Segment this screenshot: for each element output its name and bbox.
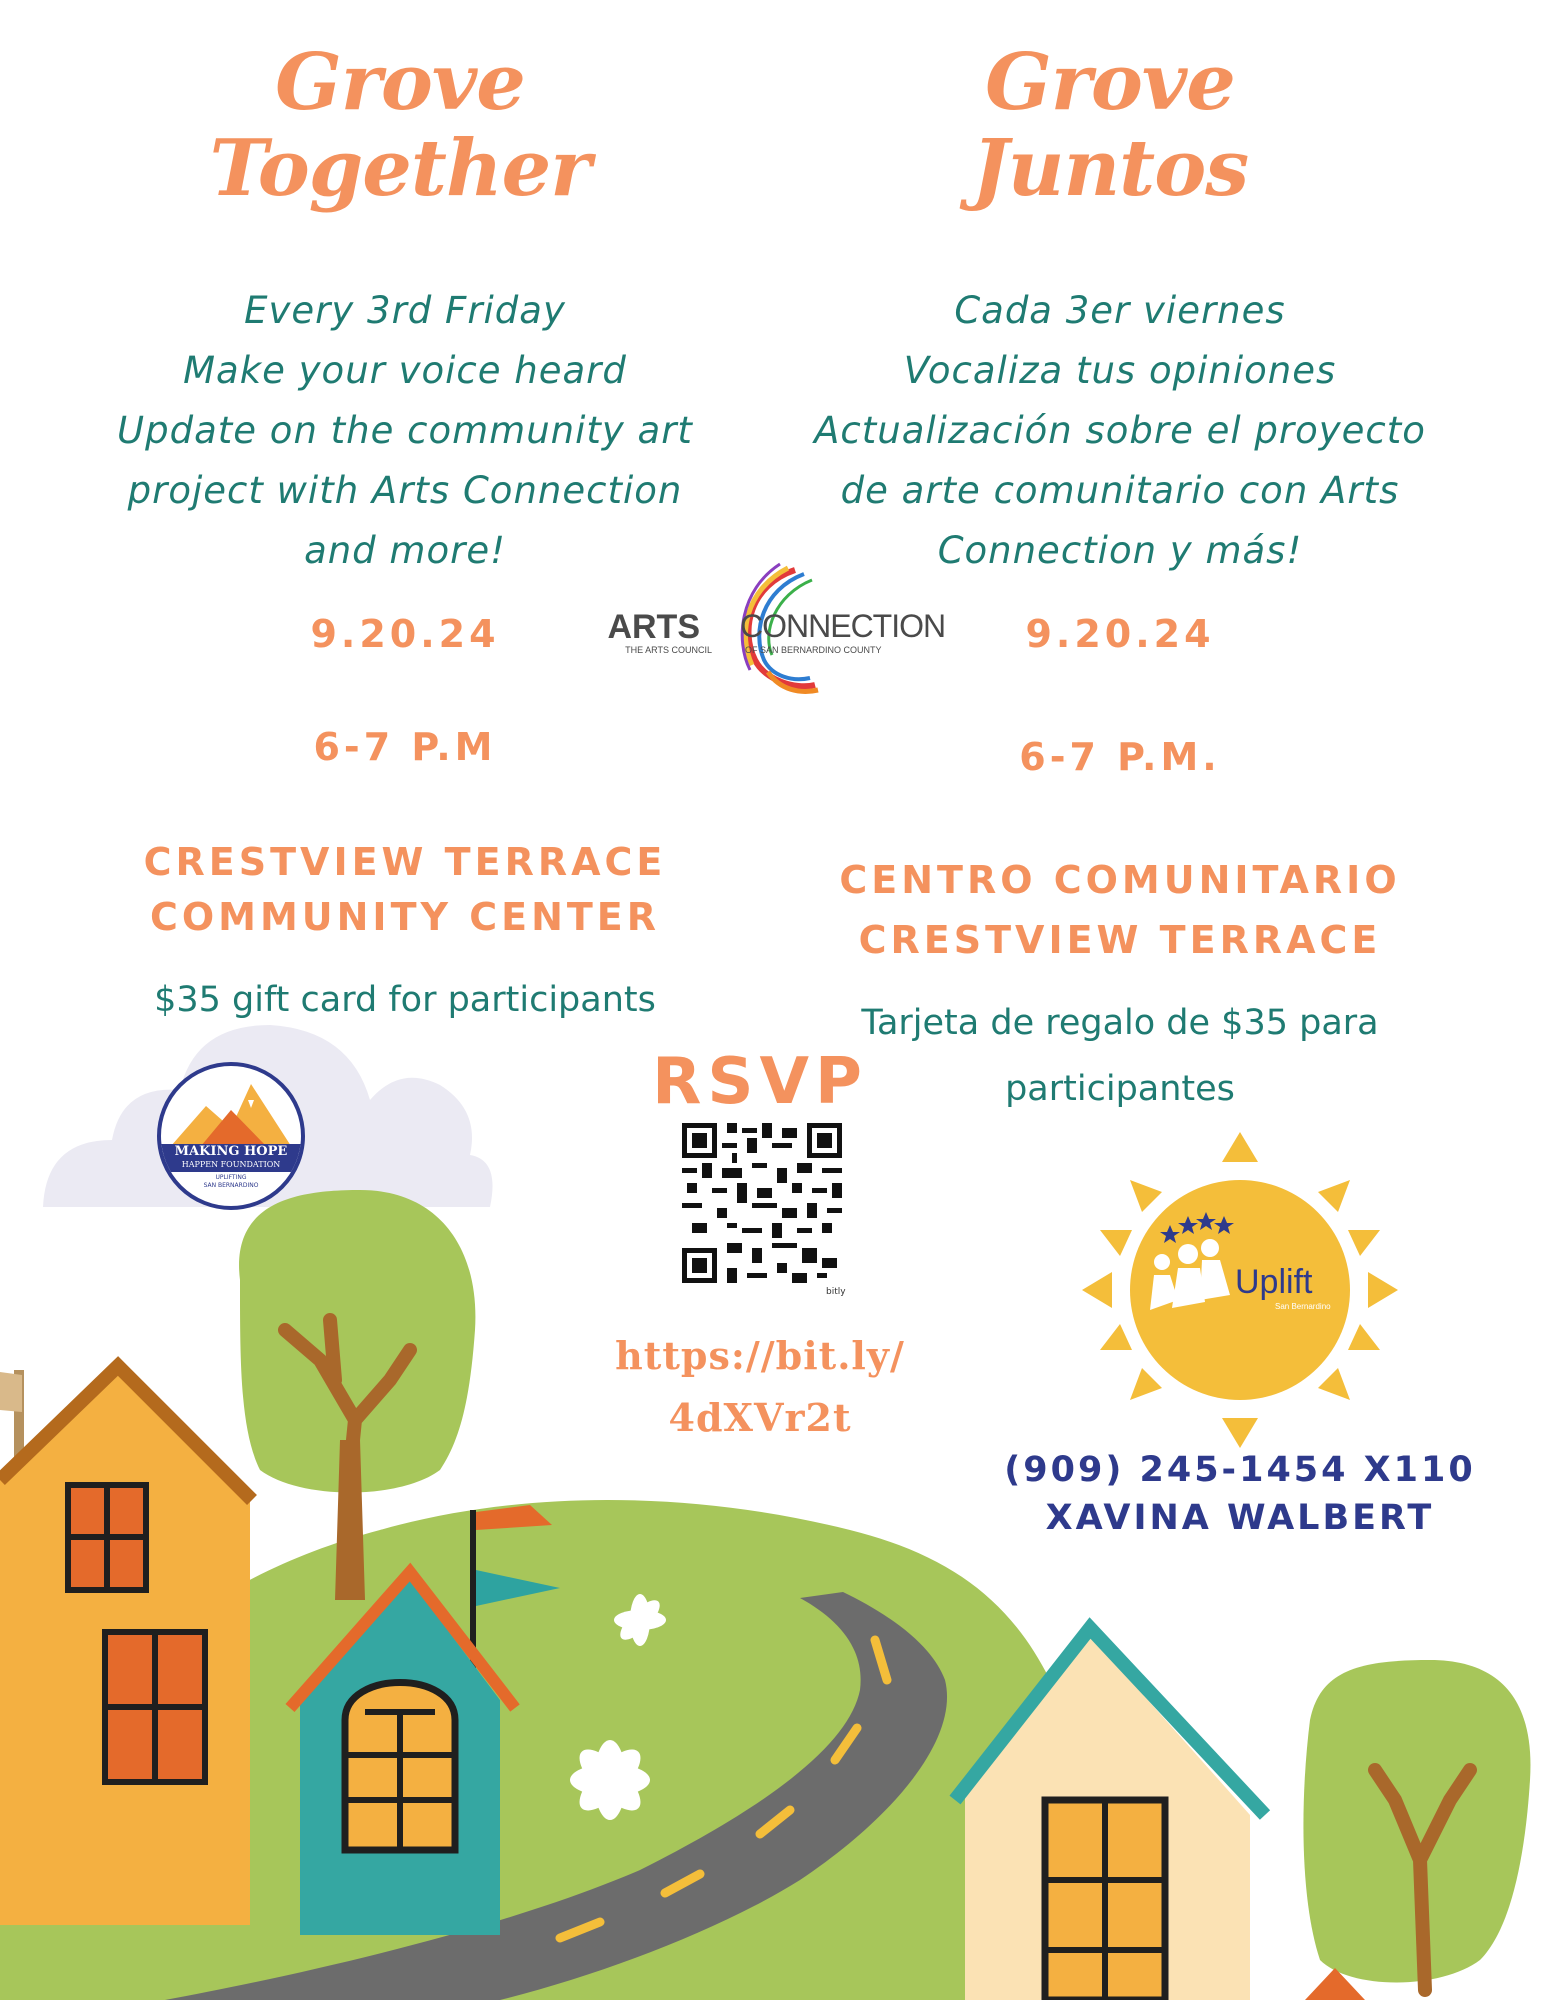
venue-right — [790, 850, 1450, 970]
venue-right-line2: CRESTVIEW TERRACE — [858, 918, 1382, 962]
venue-left — [80, 835, 730, 945]
mountain-icon — [161, 1076, 301, 1146]
arts-sub1: THE ARTS COUNCIL — [625, 645, 712, 655]
title-left-line2: Together — [209, 123, 591, 214]
arts-word: ARTS — [607, 608, 700, 646]
description-line: Cada 3er viernes — [954, 289, 1286, 332]
venue-left-line2: COMMUNITY CENTER — [149, 895, 661, 939]
title-right — [810, 37, 1410, 214]
description-right — [790, 281, 1450, 581]
connection-word: CONNECTION — [740, 608, 946, 644]
date-left: 9.20.24 — [310, 612, 500, 656]
arts-sub2: OF SAN BERNARDINO COUNTY — [745, 645, 882, 655]
rsvp-url-line1: https://bit.ly/ — [615, 1333, 905, 1378]
description-line: and more! — [304, 529, 506, 572]
rsvp-label: RSVP — [652, 1045, 868, 1119]
contact-block — [990, 1446, 1490, 1542]
description-line: de arte comunitario con Arts — [840, 469, 1400, 512]
description-line: Vocaliza tus opiniones — [903, 349, 1337, 392]
title-right-line2: Juntos — [971, 123, 1249, 214]
house-orange — [0, 1366, 252, 1925]
making-hope-band — [161, 1144, 301, 1172]
description-line: Every 3rd Friday — [244, 289, 566, 332]
uplift-logo — [1080, 1130, 1400, 1450]
qr-caption: bitly — [826, 1287, 846, 1297]
gift-right-line1: Tarjeta de regalo de $35 para — [861, 1003, 1379, 1043]
description-line: Make your voice heard — [183, 349, 627, 392]
title-right-line1: Grove — [985, 37, 1235, 128]
tree-right — [1303, 1660, 1530, 1990]
making-hope-tagline1: UPLIFTING — [215, 1174, 247, 1181]
venue-right-line1: CENTRO COMUNITARIO — [839, 858, 1401, 902]
description-line: Update on the community art — [117, 409, 693, 452]
gift-right-line2: participantes — [1005, 1069, 1235, 1109]
description-line: Connection y más! — [937, 529, 1303, 572]
gift-left: $35 gift card for participants — [154, 980, 656, 1020]
date-right: 9.20.24 — [1025, 612, 1215, 656]
title-left-line1: Grove — [275, 37, 525, 128]
time-right: 6-7 P.M. — [1019, 735, 1221, 779]
uplift-word: Uplift — [1235, 1263, 1313, 1301]
rsvp-url-line2: 4dXVr2t — [668, 1395, 852, 1440]
making-hope-tagline — [161, 1174, 301, 1190]
making-hope-logo — [157, 1062, 305, 1210]
description-left — [80, 281, 730, 581]
contact-name: XAVINA WALBERT — [1045, 1498, 1435, 1538]
description-line: Actualización sobre el proyecto — [814, 409, 1426, 452]
making-hope-tagline2: SAN BERNARDINO — [203, 1182, 259, 1189]
qr-code[interactable] — [682, 1123, 842, 1283]
time-left: 6-7 P.M — [313, 725, 497, 769]
rsvp-url[interactable] — [600, 1325, 920, 1449]
uplift-sub: San Bernardino — [1275, 1302, 1331, 1311]
making-hope-sub: HAPPEN FOUNDATION — [181, 1160, 281, 1169]
making-hope-title: MAKING HOPE — [174, 1144, 288, 1159]
qr-code-icon — [682, 1123, 842, 1283]
title-left — [100, 37, 700, 214]
description-line: project with Arts Connection — [127, 469, 683, 512]
venue-left-line1: CRESTVIEW TERRACE — [143, 840, 667, 884]
contact-phone: (909) 245-1454 X110 — [1004, 1450, 1476, 1490]
arts-connection-logo — [600, 560, 946, 700]
